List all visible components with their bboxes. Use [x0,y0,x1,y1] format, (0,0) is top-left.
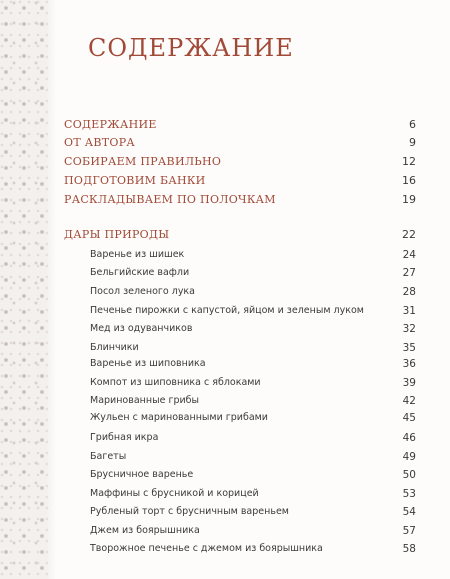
toc-page-number: 16 [402,174,416,187]
toc-entry-label: Творожное печенье с джемом из боярышника [90,543,323,554]
toc-page-number: 58 [402,543,416,555]
toc-page-number: 50 [402,469,416,481]
toc-page-number: 39 [402,377,416,389]
toc-entry-label: Посол зеленого лука [90,286,195,297]
toc-page-number: 12 [402,155,416,168]
toc-page-number: 19 [402,193,416,206]
toc-entry-label: РАСКЛАДЫВАЕМ ПО ПОЛОЧКАМ [64,193,276,206]
toc-entry-label: Мед из одуванчиков [90,323,193,334]
page-title: СОДЕРЖАНИЕ [88,34,294,62]
toc-page-number: 31 [402,305,416,317]
toc-page-number: 24 [402,249,416,261]
toc-page-number: 32 [402,323,416,335]
toc-page-number: 35 [402,342,416,354]
toc-page-number: 28 [402,286,416,298]
toc-page-number: 6 [409,118,416,131]
toc-page-number: 27 [402,267,416,279]
toc-page-number: 53 [402,488,416,500]
toc-entry-label: СОБИРАЕМ ПРАВИЛЬНО [64,155,222,168]
toc-entry-label: СОДЕРЖАНИЕ [64,118,157,131]
toc-page-number: 22 [402,228,416,241]
toc-entry-label: Рубленый торт с брусничным вареньем [90,506,289,517]
toc-page-number: 57 [402,525,416,537]
floral-ornament-border [0,0,56,579]
toc-entry-label: ОТ АВТОРА [64,136,136,149]
toc-entry-label: Бельгийские вафли [90,267,190,278]
toc-page-number: 36 [402,358,416,370]
toc-entry-label: Багеты [90,451,127,462]
toc-page-number: 49 [402,451,416,463]
toc-entry-label: Маринованные грибы [90,395,200,406]
toc-page-number: 9 [409,136,416,149]
toc-entry-label: Брусничное варенье [90,469,194,480]
toc-entry-label: Маффины с брусникой и корицей [90,488,259,499]
toc-page-number: 42 [402,395,416,407]
toc-entry-label: Джем из боярышника [90,525,200,536]
toc-page-number: 54 [402,506,416,518]
toc-entry-label: Грибная икра [90,432,159,443]
toc-entry-label: ПОДГОТОВИМ БАНКИ [64,174,206,187]
toc-page-number: 45 [402,412,416,424]
toc-entry-label: Варенье из шиповника [90,358,206,369]
toc-entry-label: Печенье пирожки с капустой, яйцом и зеленым луком [90,305,364,316]
toc-entry-label: ДАРЫ ПРИРОДЫ [64,228,170,241]
toc-entry-label: Варенье из шишек [90,249,185,260]
toc-entry-label: Блинчики [90,342,139,353]
toc-page-number: 46 [402,432,416,444]
toc-entry-label: Компот из шиповника с яблоками [90,377,261,388]
toc-entry-label: Жульен с маринованными грибами [90,412,268,423]
